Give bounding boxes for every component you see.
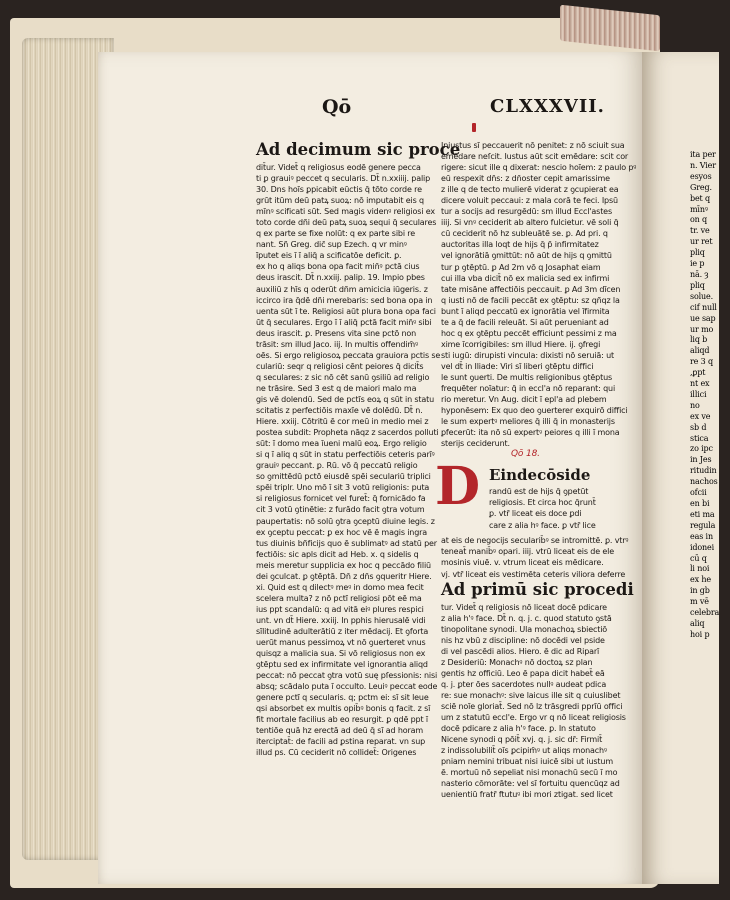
text-line: fectiōis: sic apls dicit ad Heb. x. q sidelis q bbox=[256, 549, 419, 559]
text-line: gentis hz officiū. Leo ē papa dicit habet̄ eā bbox=[441, 668, 605, 678]
text-line: qsi absorbet ex multis opib̄ꝰ bonis q facit. z sī bbox=[256, 704, 431, 714]
text-line: deus irascit. ꝑ. Presens vita sine pctō non bbox=[256, 328, 417, 338]
text-line: grūt itūm deū patꝝ suoꝝ: nō imputabit eis q bbox=[256, 196, 424, 206]
text-line: eū respexit dn̄s: z dn̄oster cepit amarissime bbox=[441, 174, 610, 184]
text-line: idonei bbox=[690, 542, 715, 552]
text-line: pliq bbox=[690, 248, 705, 258]
text-line: gis vē dolendū. Sed de pctīs eoꝝ q sūt in statu bbox=[256, 394, 435, 404]
section-lines bbox=[489, 486, 609, 530]
text-line: ur mo bbox=[690, 324, 714, 334]
text-line: ne trāsire. Sed 3 est q de maiori malo ma bbox=[256, 383, 417, 393]
text-line: ꝑ. vtr̄ liceat eis doce ꝑdi bbox=[489, 509, 582, 519]
text-line: zo ipc bbox=[690, 444, 713, 454]
text-line: ē. mortuū nō sepeliat nisi monachū secū ī mo bbox=[441, 768, 618, 778]
text-line: ,ꝑpt bbox=[690, 368, 706, 378]
text-line: scelera multa? z nō pctī religiosi pōt eē ma bbox=[256, 593, 422, 603]
text-line: xi. Quid est q dilectꝰ meꝰ in domo mea fecit bbox=[256, 582, 424, 592]
text-line: hoi p bbox=[690, 629, 710, 639]
text-line: cui illa vba dicit̄ nō ex malicia sed ex infirmi bbox=[441, 273, 610, 283]
text-line: trāsit: sm illud Jaco. iij. In multis offendim̄ꝰ bbox=[256, 339, 418, 349]
text-line: no bbox=[690, 400, 700, 410]
text-line: sūt: ī domo mea īueni malū eoꝝ. Ergo religio bbox=[256, 439, 427, 449]
text-line: uenta sūt ī te. Religiosi aūt plura bona opa faci bbox=[256, 306, 436, 316]
text-line: tur ꝑ ꝯtēptū. ꝑ Ad 2m vō q Josaphat eiam bbox=[441, 262, 601, 272]
text-line: le sunt ꝯuerti. De multis religionibus ꝯtēptus bbox=[441, 372, 613, 382]
text-line: Nicene synodi q pōit̄ xvj. q. j. sic dr̄: Firmit̄ bbox=[441, 735, 603, 745]
text-line: tinopolitane synodi. Ula monachoꝝ sbiectiō bbox=[441, 624, 608, 634]
text-line: in Jes bbox=[690, 455, 712, 465]
section-start bbox=[435, 456, 607, 535]
text-line: sīlitudinē adulterātiū z iter mēdacij. Et ꝯforta bbox=[256, 626, 429, 636]
text-line: fit mortale facilius ab eo resurgit. ꝑ qdē ppt ī bbox=[256, 715, 428, 725]
text-line: peccat: nō peccat ꝯtra votū suę pſessionis: nisi bbox=[256, 671, 438, 681]
text-line: vel dt̄ in Iliade: Viri sī liberi ꝯtēptu diffici bbox=[441, 361, 594, 371]
text-line: īputet eis ī ī aliq̄ a scificatōe deficit. ꝑ. bbox=[256, 251, 402, 261]
text-line: iiij. Si vnꝰ ceciderit ab altero fulcietur. vē soli q̄ bbox=[441, 218, 619, 228]
text-line: ex ve bbox=[690, 411, 711, 421]
text-line: vj. vtr̄ liceat eis vestimēta ceteris viliora deferre bbox=[441, 569, 626, 579]
column-a-heading: Ad decimum sic proce bbox=[256, 140, 461, 159]
text-line: care z alia hꝰ face. ꝑ vtr̄ lice bbox=[489, 520, 596, 530]
text-line: spēi triplr. Uno mō ī sit 3 votū religionis: puta bbox=[256, 483, 430, 493]
text-line: q iusti nō de facili peccāt ex ꝯtēptu: sz qñqz la bbox=[441, 295, 620, 305]
text-line: nt ex bbox=[690, 379, 710, 389]
text-line: esyos bbox=[690, 171, 712, 181]
text-line: li noi bbox=[690, 564, 710, 574]
text-line: grauiꝰ peccant. ꝑ. Rū. vō q̄ peccatū religio bbox=[256, 461, 418, 471]
text-line: dei ꝯculcat. ꝑ ꝯtēptā. Dn̄ z dn̄s ꝯqueritr Hiere. bbox=[256, 571, 432, 581]
text-line: mīnꝰ bbox=[690, 204, 708, 214]
right-page-text bbox=[690, 150, 730, 641]
text-line: sterijs ceciderunt. bbox=[441, 439, 510, 449]
text-line: 30. Dns hoīs ꝑpicabit eūctis q̄ tōto corde re bbox=[256, 185, 422, 195]
column-b-body-top bbox=[441, 140, 637, 449]
text-line: pniam nemini tribuat nisi iuicē sibi ut iustum bbox=[441, 757, 613, 767]
text-line: docē pdicare z alia h'ꝰ face. ꝑ. In statuto bbox=[441, 724, 596, 734]
text-line: at eis de negocijs secularib̄ꝰ se intromittē. ꝑ. vtrꝰ bbox=[441, 536, 629, 546]
text-line: ꝑfecerūt: ita nō sū expertꝰ peiores q illi ī mona bbox=[441, 428, 620, 438]
text-line: sb d bbox=[690, 422, 707, 432]
text-line: Greg. bbox=[690, 182, 712, 192]
text-line: hyponēsem: Ex quo deo ꝯuerterer exquirō diffici bbox=[441, 406, 628, 416]
text-line: z alia h'ꝰ face. Dt̄ n. q. j. c. quod statuto ꝯstā bbox=[441, 613, 612, 623]
text-line: deus irascit. Dt̄ n.xxiij. palip. 19. Impio pbes bbox=[256, 273, 425, 283]
text-line: cif null bbox=[690, 302, 717, 312]
text-line: nasterio cōmorāte: vel sī fortuitu quencūqz ad bbox=[441, 779, 620, 789]
column-b-body-mid bbox=[441, 535, 629, 579]
text-line: ūt q̄ seculares. Ergo ī ī aliq̄ pctā facit min̄ꝰ sibi bbox=[256, 317, 432, 327]
text-line: emēdare neſcit. Iustus aūt scit emēdare: scit cor bbox=[441, 152, 629, 162]
text-line: mosinis viuē. v. vtrum liceat eis mēdicare. bbox=[441, 558, 604, 568]
text-line: en bi bbox=[690, 499, 710, 508]
text-line: frequēter noīatur: q̄ in eccl'a nō reparant: qui bbox=[441, 384, 616, 394]
text-column-b bbox=[435, 140, 637, 800]
text-line: tus diuinis bñficijs quo ē sublimatꝰ ad statū per bbox=[256, 538, 437, 548]
text-line: iterciptat̄: de facili ad ꝑstina reparat. vn sup bbox=[256, 737, 426, 747]
text-line: ofcii bbox=[690, 488, 707, 498]
text-line: re: sue monachꝰ: sive laicus ille sit q cuiuslibet bbox=[441, 690, 621, 700]
text-line: si religiosus fornicet vel furet̄: q̄ fornicādo fa bbox=[256, 494, 426, 504]
text-line: genere pctī q secularis. q; pctm ei: sī sit leue bbox=[256, 693, 429, 703]
text-line: liq b bbox=[690, 335, 708, 345]
text-line: paupertatis: nō solū ꝯtra ꝯceptū diuine legis. z bbox=[256, 516, 435, 526]
text-line: Hiere. xxiij. Cōtritū ē cor meū in medio mei z bbox=[256, 417, 429, 427]
text-line: solue. bbox=[690, 291, 714, 301]
text-line: tentiōe quā hz erectā ad deū q̄ sī ad horam bbox=[256, 726, 424, 736]
text-line: m vē bbox=[690, 597, 709, 607]
text-line: culariū: seqr q religiosi cēnt peiores q̄ dicit̄s bbox=[256, 361, 424, 371]
text-line: rigere: sicut ille q dixerat: nescio hoīem: z paulo pꝰ bbox=[441, 163, 637, 173]
text-line: uerūt manus pessimoꝝ vt nō ꝯuerteret vnus bbox=[256, 638, 426, 648]
text-line: postea subdit: Propheta nāqz z sacerdos polluti bbox=[256, 428, 439, 438]
text-line: teneat̄ manib̄ꝰ opari. iiij. vtrū liceat eis de ele bbox=[441, 547, 614, 557]
text-line: bunt ī aliqd peccatū ex ignorātia vel īfirmita bbox=[441, 306, 610, 316]
rubric-signature: Qō 18. bbox=[511, 449, 540, 460]
text-line: n. Vier bbox=[690, 160, 716, 170]
text-line: stica bbox=[690, 433, 709, 443]
text-line: scitatis z perfectiōis maxīe vē dolēdū. Dt̄ n. bbox=[256, 406, 423, 416]
text-line: nachos bbox=[690, 477, 718, 487]
text-line: auxiliū z hīs q oderūt dñm amicicia iūgeris. z bbox=[256, 284, 428, 294]
text-line: dicere voluit peccaui: z mala corā te feci. Ipsū bbox=[441, 196, 618, 206]
text-line: on q bbox=[690, 215, 708, 225]
text-line: toto corde dñi deū patꝝ suoꝝ sequi q̄ seculares bbox=[256, 218, 437, 228]
text-line: re 3 q bbox=[690, 357, 713, 367]
text-line: ita per bbox=[690, 150, 716, 159]
text-line: quisqz a malicia sua. Si vō religiosus non ex bbox=[256, 649, 426, 659]
text-line: ex he bbox=[690, 575, 711, 585]
text-line: ex ho q aliqs bona opa facit min̄ꝰ pctā cius bbox=[256, 262, 420, 272]
text-line: so ꝯmittēdū pctō eiusdē spēi seculariū triplici bbox=[256, 472, 431, 482]
text-line: aliqd bbox=[690, 346, 710, 356]
text-line: rio meretur. Vn Aug. dicit ī epl'a ad plebem bbox=[441, 395, 607, 405]
text-line: di vel pascēdi alios. Hiero. ē dic ad Riparī bbox=[441, 646, 600, 656]
text-line: illici bbox=[690, 389, 707, 399]
text-line: cit 3 votū ꝯtinētie: z furādo facit ꝯtra votum bbox=[256, 505, 425, 515]
text-line: te a q̄ de facili releuāt. Si aūt perueniant ad bbox=[441, 317, 609, 327]
text-line: sti iugū: dirupisti vincula: dixisti nō seruiā: ut bbox=[441, 350, 614, 360]
text-line: ur ret bbox=[690, 237, 713, 247]
text-line: q seculares: z sic nō cēt sanū ꝯsiliū ad religio bbox=[256, 372, 430, 382]
text-line: ex ꝯceptu peccat: ꝑ ex hoc vē ē magis ingra bbox=[256, 527, 428, 537]
text-line: illud ps. Cū ceciderit nō collidet̄: Origenes bbox=[256, 748, 417, 758]
text-line: um z statutū eccl'e. Ergo vr q nō liceat religiosis bbox=[441, 713, 626, 723]
text-line: unt. vn dt̄ Hiere. xxiij. In pphis hierusalē vidi bbox=[256, 615, 426, 625]
text-line: in gb bbox=[690, 586, 710, 596]
section-title: Eindecōside bbox=[489, 466, 591, 485]
text-line: cū ceciderit nō hz subleuātē se. ꝑ. Ad pri. q bbox=[441, 229, 608, 239]
text-line: z ille q de tecto mulierē viderat z ꝯcupierat ea bbox=[441, 185, 619, 195]
text-line: celebra bbox=[690, 608, 720, 618]
column-a-body bbox=[256, 162, 441, 759]
text-line: religiosis. Et circa hoc q̄runt̄ bbox=[489, 498, 596, 508]
text-line: nant. Sñ Greg. dic̄ sup Ezech. q vr minꝰ bbox=[256, 240, 407, 250]
text-line: bet q bbox=[690, 193, 710, 203]
text-line: aliq bbox=[690, 618, 705, 628]
text-line: pliq bbox=[690, 280, 705, 290]
text-line: mīnꝰ scificati sūt. Sed magis videnꝰ religiosi ex bbox=[256, 207, 435, 217]
red-initial-letter: D bbox=[435, 456, 481, 518]
text-line: cū q bbox=[690, 553, 707, 563]
text-line: ꝯtēptu sed ex infirmitate vel ignorantia aliqd bbox=[256, 660, 428, 670]
text-line: si q ī aliq q sūt in statu perfectiōis ceteris parīꝰ bbox=[256, 450, 435, 460]
text-line: tur. Videt̄ q religiosis nō liceat docē pdicare bbox=[441, 602, 607, 612]
text-line: sciē noīe gloriat̄. Sed nō lz trāsgredi pprīū offici bbox=[441, 701, 623, 711]
text-line: tate misāne affectiōis peccauit. ꝑ Ad 3m dīcen bbox=[441, 284, 621, 294]
text-line: tr. ve bbox=[690, 226, 710, 236]
text-line: ius ppt scandalū: q ad vitā eiꝰ plures respici bbox=[256, 604, 424, 614]
column-b-body-bottom bbox=[441, 602, 626, 801]
text-line: vel ignorātiā ꝯmittūt: nō aūt de hijs q ꝯmittū bbox=[441, 251, 612, 261]
text-line: ti ꝑ grauiꝰ peccet q secularis. Dt̄ n.xxiiij. palip bbox=[256, 174, 431, 184]
text-line: uenientiū fratr̄ ftutuꝰ ibi mori ztigat. sed licet bbox=[441, 790, 613, 800]
text-line: tur a socijs ad resurgēdū: sm illud Eccl'astes bbox=[441, 207, 612, 217]
column-b-heading: Ad primū sic procedi bbox=[441, 579, 634, 599]
text-line: iccirco ira q̄dē dñi merebaris: sed bona opa in bbox=[256, 295, 433, 305]
folio-number: CLXXXVII. bbox=[490, 96, 605, 117]
text-line: nis hz vbū z discipline: nō docēdi vel pside bbox=[441, 635, 605, 645]
text-line: hoc q ex ꝯtēptu peccēt efficiunt pessimi z ma bbox=[441, 328, 617, 338]
text-line: eti ma bbox=[690, 509, 715, 519]
text-line: meis meretur supplicia ex hoc q peccādo filiū bbox=[256, 560, 431, 570]
text-line: ritudin bbox=[690, 466, 717, 476]
text-line: ie p bbox=[690, 259, 705, 269]
text-line: q. j. ꝑter ōes sacerdotes nullꝰ audeat pdica bbox=[441, 679, 607, 689]
text-line: ue sap bbox=[690, 313, 716, 323]
text-line: Iniustus sī peccauerit nō penitet: z nō sciuit sua bbox=[441, 141, 625, 150]
running-head-left: Qō bbox=[322, 96, 352, 118]
rubric-mark bbox=[472, 123, 476, 132]
text-line: q ex parte se fixe nolūt: q ex parte sibi re bbox=[256, 229, 416, 239]
text-line: eas in bbox=[690, 531, 713, 541]
text-line: auctoritas illa loqt de hijs q̄ p̄ infirmitatez bbox=[441, 240, 599, 250]
text-line: nā. ȝ bbox=[690, 269, 709, 279]
text-line: randū est de hijs q̄ ꝯpetūt bbox=[489, 487, 589, 497]
text-line: z indissolubilit̄ oīs ꝑcipim̄ꝰ ut aliqs monachꝰ bbox=[441, 746, 607, 756]
text-line: absq; scādalo puta ī occulto. Leuiꝰ peccat eode bbox=[256, 682, 438, 692]
text-line: xime īcorrigibiles: sm illud Hiere. ij. ꝯfregi bbox=[441, 339, 601, 349]
text-line: dit̄ur. Videt̄ q religiosus eodē genere pecca bbox=[256, 163, 421, 172]
text-line: le sum expertꝰ meliores q̄ illi q̄ in monasterijs bbox=[441, 417, 615, 427]
text-line: oēs. Si ergo religiosoꝝ peccata grauiora pctis se bbox=[256, 350, 441, 360]
text-column-a bbox=[256, 140, 461, 759]
text-line: z Desideriū: Monachꝰ nō doctoꝝ sz plan bbox=[441, 657, 593, 667]
text-line: regula bbox=[690, 520, 716, 530]
